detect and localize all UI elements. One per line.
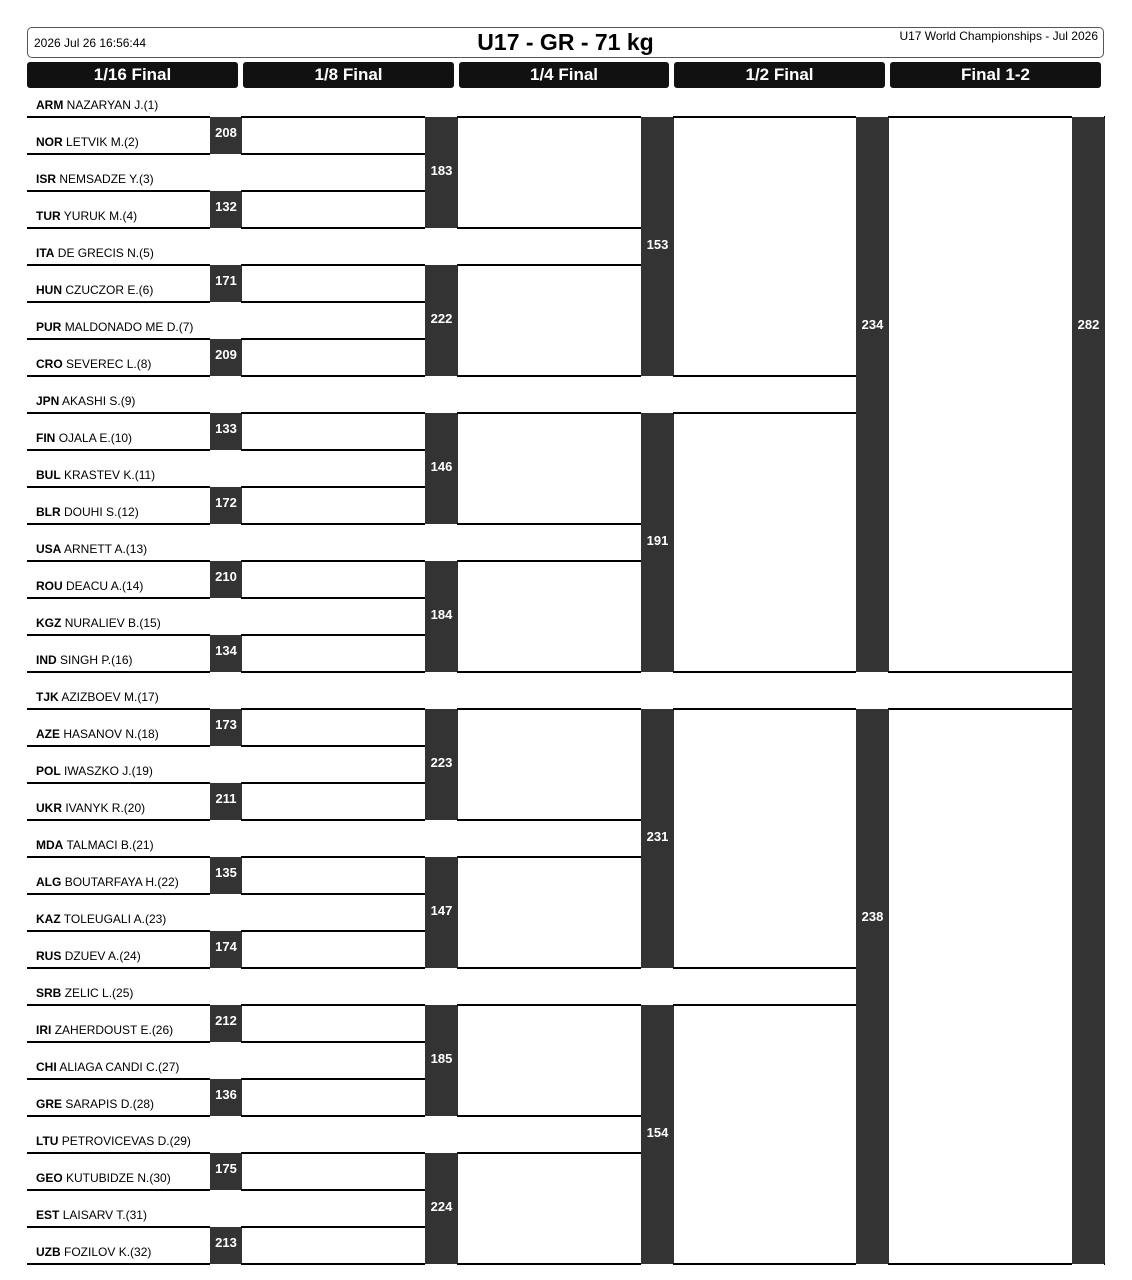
bracket-connector [888,708,1072,710]
athlete-country: ITA [36,246,55,260]
athlete-line [27,1004,210,1006]
bracket-connector [241,1078,425,1080]
bracket-connector [457,819,641,821]
athlete-entry[interactable] [36,431,132,445]
bracket-connector [673,1004,856,1006]
athlete-entry[interactable] [36,505,139,519]
bracket-connector [673,116,856,118]
athlete-line [27,486,210,488]
athlete-country: TUR [36,209,61,223]
athlete-name: SINGH P.(16) [60,653,133,667]
athlete-entry[interactable] [36,98,158,112]
athlete-entry[interactable] [36,246,154,260]
bracket-connector [241,116,425,118]
athlete-name: DE GRECIS N.(5) [57,246,154,260]
bracket-connector [457,375,641,377]
bracket-connector [457,264,641,266]
athlete-country: SRB [36,986,62,1000]
bout-number[interactable]: 153 [641,117,674,376]
bracket-connector [673,412,856,414]
bout-number[interactable]: 210 [210,561,242,598]
bout-number[interactable]: 133 [210,413,242,450]
athlete-country: ISR [36,172,57,186]
athlete-entry[interactable] [36,949,141,963]
athlete-line [27,634,210,636]
bracket-connector [673,671,856,673]
athlete-country: TJK [36,690,59,704]
athlete-line [27,930,210,932]
athlete-name: LAISARV T.(31) [62,1208,147,1222]
bracket-connector [457,856,641,858]
athlete-entry[interactable] [36,653,132,667]
bracket-connector [457,1263,641,1265]
athlete-line [27,1152,210,1154]
athlete-line [27,1115,210,1117]
bout-number[interactable]: 282 [1072,117,1105,1264]
bracket-connector [241,264,425,266]
athlete-country: RUS [36,949,62,963]
bout-number[interactable]: 136 [210,1079,242,1116]
athlete-line [27,190,210,192]
bout-number[interactable]: 211 [210,783,242,820]
athlete-country: NOR [36,135,63,149]
bracket-connector [241,1115,425,1117]
athlete-name: CZUCZOR E.(6) [65,283,154,297]
bout-number[interactable]: 234 [856,117,889,672]
bout-number[interactable]: 213 [210,1227,242,1264]
athlete-country: JPN [36,394,60,408]
bracket-connector [457,412,641,414]
athlete-line [27,597,210,599]
bout-number[interactable]: 147 [425,857,458,968]
athlete-name: TOLEUGALI A.(23) [63,912,167,926]
bout-number[interactable]: 146 [425,413,458,524]
bracket-connector [888,116,1072,118]
athlete-country: AZE [36,727,60,741]
bracket-connector [457,523,641,525]
bracket-connector [241,745,425,747]
bracket-connector [457,116,641,118]
bracket-connector [457,671,641,673]
bout-number[interactable]: 222 [425,265,458,376]
bracket-connector [673,1263,856,1265]
athlete-line [27,227,210,229]
bracket-connector [241,1263,425,1265]
bout-number[interactable]: 154 [641,1005,674,1264]
athlete-country: IND [36,653,57,667]
athlete-country: CHI [36,1060,57,1074]
athlete-country: KGZ [36,616,62,630]
bracket-connector [241,560,425,562]
athlete-name: OJALA E.(10) [58,431,133,445]
bracket-connector [241,486,425,488]
bracket-connector [241,893,425,895]
athlete-line [27,560,210,562]
athlete-line [27,116,210,118]
round-header-1-8: 1/8 Final [243,62,454,88]
bracket-connector [241,967,425,969]
athlete-name: HASANOV N.(18) [63,727,159,741]
athlete-line [27,449,210,451]
athlete-country: GEO [36,1171,63,1185]
athlete-name: LETVIK M.(2) [66,135,139,149]
bracket-connector [673,708,856,710]
bracket-connector [457,227,641,229]
bracket-connector [888,1263,1072,1265]
athlete-line [27,412,210,414]
athlete-name: DZUEV A.(24) [64,949,141,963]
bracket-connector [241,1041,425,1043]
athlete-entry[interactable] [36,172,154,186]
athlete-entry[interactable] [36,283,153,297]
bracket-connector [241,1189,425,1191]
bracket-connector [241,1226,425,1228]
athlete-entry[interactable] [36,357,151,371]
bout-number[interactable]: 175 [210,1153,242,1190]
bout-number[interactable]: 238 [856,709,889,1264]
athlete-entry[interactable] [36,135,139,149]
athlete-line [27,153,210,155]
bracket-connector [457,1152,641,1154]
bout-number[interactable]: 185 [425,1005,458,1116]
athlete-line [27,819,210,821]
athlete-country: LTU [36,1134,59,1148]
athlete-country: EST [36,1208,60,1222]
athlete-line [27,1226,210,1228]
athlete-name: ALIAGA CANDI C.(27) [59,1060,180,1074]
bout-number[interactable]: 134 [210,635,242,672]
athlete-country: POL [36,764,61,778]
athlete-name: ARNETT A.(13) [64,542,148,556]
athlete-name: DEACU A.(14) [66,579,144,593]
athlete-entry[interactable] [36,875,179,889]
athlete-line [27,782,210,784]
bout-number[interactable]: 223 [425,709,458,820]
athlete-country: BUL [36,468,61,482]
athlete-entry[interactable] [36,616,161,630]
athlete-name: PETROVICEVAS D.(29) [61,1134,191,1148]
athlete-name: KRASTEV K.(11) [64,468,156,482]
bout-number[interactable]: 173 [210,709,242,746]
bracket-connector [673,375,856,377]
athlete-name: BOUTARFAYA H.(22) [64,875,179,889]
athlete-entry[interactable] [36,838,154,852]
bracket-connector [457,708,641,710]
athlete-name: TALMACI B.(21) [66,838,154,852]
bracket-connector [241,153,425,155]
athlete-country: BLR [36,505,61,519]
athlete-entry[interactable] [36,209,137,223]
bracket-connector [241,819,425,821]
bracket-connector [241,449,425,451]
bracket-connector [241,412,425,414]
athlete-country: HUN [36,283,62,297]
athlete-line [27,893,210,895]
athlete-line [27,301,210,303]
athlete-name: ZAHERDOUST E.(26) [54,1023,174,1037]
bracket-connector [241,523,425,525]
athlete-line [27,1263,210,1265]
athlete-entry[interactable] [36,1097,154,1111]
bout-number[interactable]: 132 [210,191,242,228]
bracket-connector [673,967,856,969]
athlete-entry[interactable] [36,690,159,704]
bracket-connector [241,301,425,303]
athlete-line [27,375,210,377]
athlete-name: NEMSADZE Y.(3) [59,172,154,186]
bracket-connector [241,338,425,340]
athlete-country: UKR [36,801,62,815]
bracket-connector [241,1152,425,1154]
athlete-country: IRI [36,1023,52,1037]
athlete-entry[interactable] [36,394,135,408]
bout-number[interactable]: 209 [210,339,242,376]
athlete-entry[interactable] [36,579,143,593]
athlete-name: IWASZKO J.(19) [64,764,153,778]
bout-number[interactable]: 135 [210,857,242,894]
bout-number[interactable]: 184 [425,561,458,672]
bracket-connector [241,708,425,710]
athlete-entry[interactable] [36,1171,171,1185]
athlete-line [27,745,210,747]
athlete-line [27,856,210,858]
athlete-name: AKASHI S.(9) [62,394,136,408]
bracket-connector [457,967,641,969]
athlete-name: NAZARYAN J.(1) [66,98,159,112]
athlete-entry[interactable] [36,1208,147,1222]
bracket-connector [1104,1263,1105,1265]
round-header-1-2: 1/2 Final [674,62,885,88]
athlete-country: FIN [36,431,56,445]
athlete-country: KAZ [36,912,61,926]
athlete-line [27,1189,210,1191]
event-name: U17 World Championships - Jul 2026 [899,29,1098,43]
bout-number[interactable]: 208 [210,117,242,154]
bracket-connector [457,1115,641,1117]
athlete-country: UZB [36,1245,61,1259]
bracket-connector [241,190,425,192]
athlete-name: AZIZBOEV M.(17) [61,690,159,704]
bout-number[interactable]: 191 [641,413,674,672]
bracket-header [27,27,1104,58]
round-header-final: Final 1-2 [890,62,1101,88]
athlete-line [27,1078,210,1080]
athlete-country: CRO [36,357,63,371]
athlete-line [27,671,210,673]
athlete-country: PUR [36,320,62,334]
athlete-name: DOUHI S.(12) [64,505,139,519]
athlete-entry[interactable] [36,1023,173,1037]
athlete-entry[interactable] [36,764,153,778]
bout-number[interactable]: 212 [210,1005,242,1042]
bout-number[interactable]: 231 [641,709,674,968]
athlete-country: ROU [36,579,63,593]
athlete-name: SEVEREC L.(8) [66,357,152,371]
athlete-name: KUTUBIDZE N.(30) [66,1171,171,1185]
athlete-name: MALDONADO ME D.(7) [64,320,194,334]
athlete-entry[interactable] [36,320,193,334]
athlete-entry[interactable] [36,542,147,556]
athlete-entry[interactable] [36,1134,191,1148]
bracket-connector [241,782,425,784]
athlete-line [27,1041,210,1043]
athlete-name: YURUK M.(4) [63,209,138,223]
bout-number[interactable]: 224 [425,1153,458,1264]
bracket-connector [888,671,1072,673]
athlete-country: MDA [36,838,64,852]
bracket-connector [241,930,425,932]
athlete-country: GRE [36,1097,63,1111]
bout-number[interactable]: 171 [210,265,242,302]
athlete-name: NURALIEV B.(15) [64,616,161,630]
athlete-entry[interactable] [36,468,155,482]
bracket-connector [457,560,641,562]
round-header-1-4: 1/4 Final [459,62,669,88]
athlete-entry[interactable] [36,727,159,741]
athlete-country: ARM [36,98,64,112]
weight-category-title: U17 - GR - 71 kg [477,29,654,55]
round-header-1-16: 1/16 Final [27,62,238,88]
athlete-entry[interactable] [36,1060,179,1074]
bracket-connector [241,856,425,858]
bracket-connector [241,634,425,636]
bout-number[interactable]: 183 [425,117,458,228]
athlete-entry[interactable] [36,801,145,815]
athlete-name: ZELIC L.(25) [64,986,134,1000]
bracket-connector [1104,116,1105,118]
athlete-name: FOZILOV K.(32) [64,1245,152,1259]
bracket-connector [241,1004,425,1006]
athlete-name: IVANYK R.(20) [65,801,146,815]
bracket-connector [241,597,425,599]
athlete-country: ALG [36,875,62,889]
bout-number[interactable]: 172 [210,487,242,524]
bracket-connector [241,375,425,377]
athlete-line [27,708,210,710]
athlete-country: USA [36,542,62,556]
bracket-connector [241,671,425,673]
bracket-connector [457,1004,641,1006]
athlete-entry[interactable] [36,986,133,1000]
report-datetime: 2026 Jul 26 16:56:44 [34,36,147,50]
athlete-line [27,967,210,969]
bout-number[interactable]: 174 [210,931,242,968]
athlete-line [27,338,210,340]
athlete-entry[interactable] [36,1245,151,1259]
athlete-line [27,264,210,266]
bracket-connector [241,227,425,229]
athlete-line [27,523,210,525]
athlete-entry[interactable] [36,912,166,926]
athlete-name: SARAPIS D.(28) [65,1097,155,1111]
